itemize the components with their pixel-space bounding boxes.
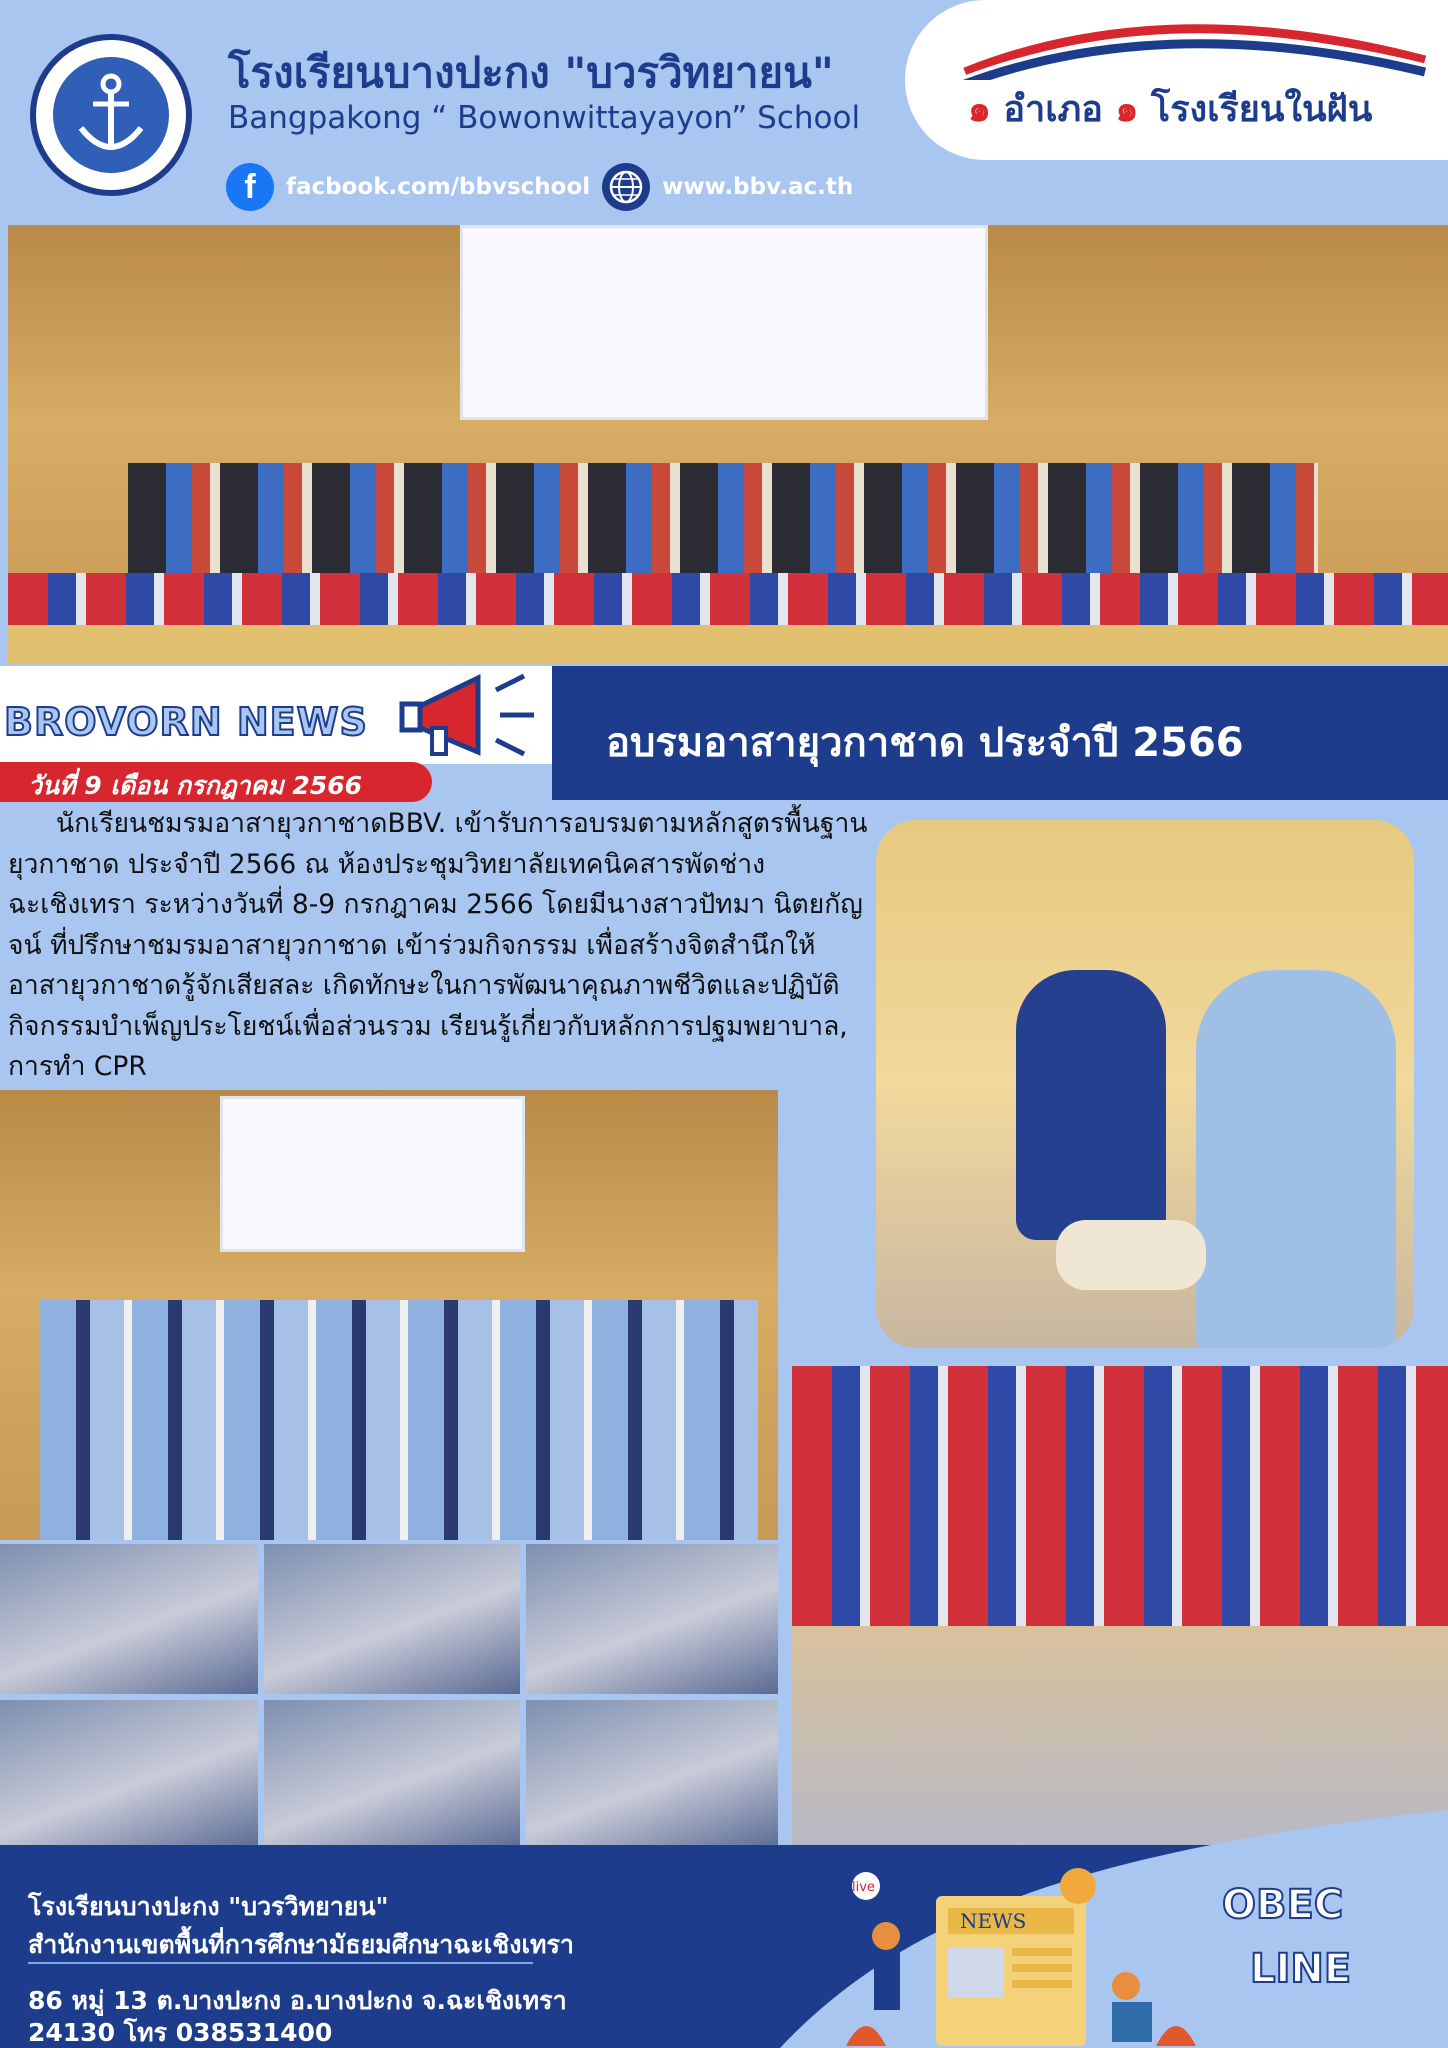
school-logo	[30, 34, 192, 196]
news-body: นักเรียนชมรมอาสายุวกาชาดBBV. เข้ารับการอบรมตามหลักสูตรพื้นฐานยุวกาชาด ประจำปี 2566 ณ ห้องประชุมวิทยาลัยเทคนิคสารพัดช่างฉะเชิงเทรา ระหว่างวันที่ 8-9 กรกฎาคม 2566 โดยมีนางสาวปัทมา นิตยกัญจน์ ที่ปรึกษาชมรมอาสายุวกาชาด เข้าร่วมกิจกรรม เพื่อสร้างจิตสำนึกให้อาสายุวกาชาดรู้จักเสียสละ เกิดทักษะในการพัฒนาคุณภาพชีวิตและปฏิบัติกิจกรรมบำเพ็ญประโยชน์เพื่อส่วนรวม เรียนรู้เกี่ยวกับหลักการปฐมพยาบาล, การทำ CPR	[8, 808, 868, 1082]
footer-school-name: โรงเรียนบางปะกง "บวรวิทยายน"	[28, 1892, 389, 1921]
students-group	[40, 1300, 758, 1540]
line-label: LINE	[1250, 1946, 1352, 1992]
news-illustration	[826, 1856, 1206, 2048]
slogan-word-2: โรงเรียนในฝัน	[1150, 89, 1373, 130]
activity-photo-5	[264, 1700, 520, 1850]
obec-label: OBEC	[1222, 1882, 1344, 1928]
slogan-word-1: อำเภอ	[1003, 89, 1103, 130]
school-name-thai: โรงเรียนบางปะกง "บวรวิทยายน"	[228, 48, 834, 97]
slogan-number-1: ๑	[968, 89, 991, 130]
activity-photo-1	[0, 1544, 258, 1694]
megaphone-icon	[396, 670, 546, 760]
website-link[interactable]: www.bbv.ac.th	[662, 174, 854, 200]
footer-office: สำนักงานเขตพื้นที่การศึกษามัธยมศึกษาฉะเชิงเทรา	[28, 1930, 574, 1959]
anchor-icon	[49, 53, 173, 177]
school-name-english: Bangpakong “ Bowonwittayayon” School	[228, 100, 861, 136]
illus-news-text: NEWS	[960, 1909, 1027, 1933]
stage-floor	[8, 625, 1448, 663]
footer-divider	[28, 1962, 533, 1964]
group-photo-top	[8, 225, 1448, 663]
activity-photo-4	[0, 1700, 258, 1850]
flag-stripes	[905, 0, 1448, 80]
activity-photo-3	[526, 1544, 778, 1694]
back-row-people	[128, 463, 1318, 583]
slogan	[968, 80, 1372, 137]
globe-icon[interactable]	[602, 163, 650, 211]
cpr-training-photo	[876, 820, 1414, 1348]
student-figure	[1196, 970, 1396, 1348]
slogan-number-2: ๑	[1115, 89, 1139, 130]
news-title: อบรมอาสายุวกาชาด ประจำปี 2566	[606, 720, 1244, 766]
facebook-icon[interactable]: f	[226, 163, 274, 211]
group-photo-middle	[0, 1090, 778, 1540]
cpr-manikin	[1056, 1220, 1206, 1290]
news-date: วันที่ 9 เดือน กรกฎาคม 2566	[28, 771, 363, 800]
activity-photo-2	[264, 1544, 520, 1694]
projection-screen	[460, 225, 988, 420]
projection-screen-2	[220, 1096, 525, 1252]
illus-live-text: live	[852, 1880, 875, 1895]
activity-photo-6	[526, 1700, 778, 1850]
students-red-vests	[792, 1366, 1448, 1626]
footer-phone: 24130 โทร 038531400	[28, 2018, 333, 2047]
instructor-figure	[1016, 970, 1166, 1240]
footer-address: 86 หมู่ 13 ต.บางปะกง อ.บางปะกง จ.ฉะเชิงเทรา	[28, 1986, 567, 2015]
facebook-link[interactable]: facbook.com/bbvschool	[286, 174, 591, 200]
news-label: BROVORN NEWS	[4, 700, 368, 744]
contact-bar	[226, 163, 853, 211]
